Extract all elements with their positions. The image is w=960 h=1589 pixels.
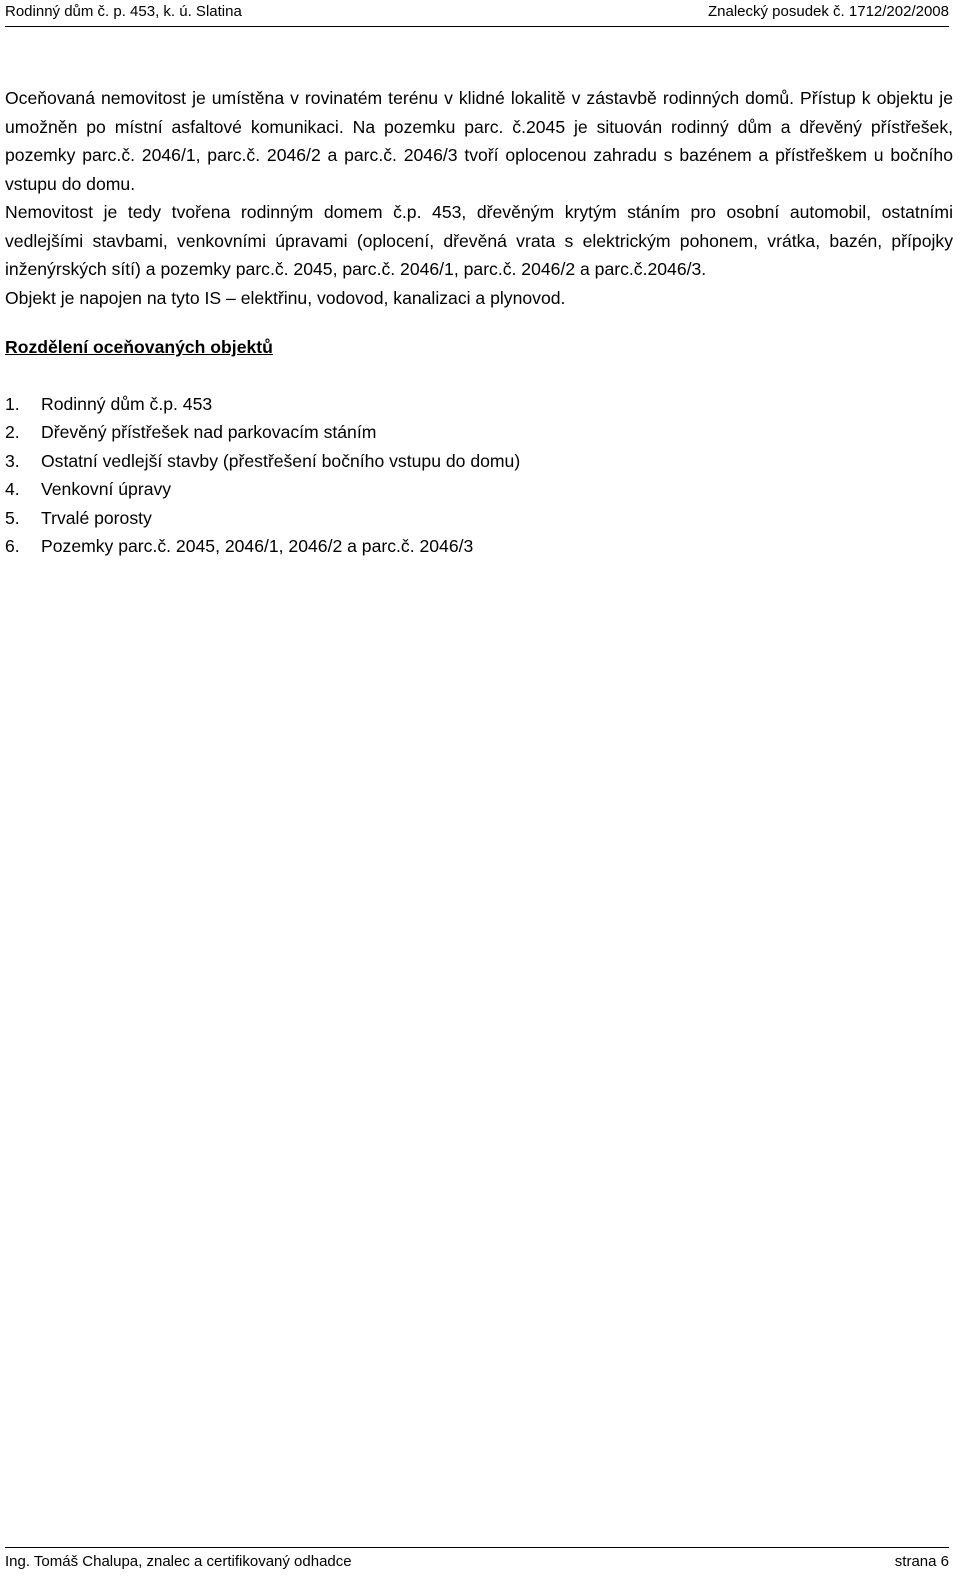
list-item-number: 5. (5, 507, 20, 528)
footer-page-number: strana 6 (894, 1553, 949, 1570)
property-composition-paragraph: Nemovitost je tedy tvořena rodinným domem č.p. 453, dřevěným krytým stáním pro osobní automobil, ostatními vedlejšími stavbami, venkovními úpravami (oplocení, dřevěná vrata s elektrickým pohonem, vrátka, bazén, přípojky inženýrských sítí) a pozemky parc.č. 2045, parc.č. 2046/1, parc.č. 2046/2 a parc.č.2046/3. (5, 202, 953, 279)
list-item (5, 418, 953, 447)
list-item-number: 2. (5, 422, 20, 442)
header-report-number: Znalecký posudek č. 1712/202/2008 (707, 3, 949, 20)
footer-author: Ing. Tomáš Chalupa, znalec a certifikovaný odhadce (5, 1553, 352, 1570)
list-item-number: 1. (5, 393, 20, 414)
list-item (5, 475, 953, 504)
list-item (5, 504, 953, 533)
list-item-text: Rodinný dům č.p. 453 (41, 393, 213, 414)
list-item-text: Trvalé porosty (41, 507, 152, 528)
utilities-paragraph: Objekt je napojen na tyto IS – elektřinu, vodovod, kanalizaci a plynovod. (5, 287, 566, 308)
property-description-paragraph: Oceňovaná nemovitost je umístěna v rovinatém terénu v klidné lokalitě v zástavbě rodinných domů. Přístup k objektu je umožněn po místní asfaltové komunikaci. Na pozemku parc. č.2045 je situován rodinný dům a dřevěný přístřešek, pozemky parc.č. 2046/1, parc.č. 2046/2 a parc.č. 2046/3 tvoří oplocenou zahradu s bazénem a přístřeškem u bočního vstupu do domu. (5, 88, 953, 194)
list-item-number: 6. (5, 536, 20, 556)
list-item-number: 3. (5, 450, 20, 471)
list-item-text: Ostatní vedlejší stavby (přestřešení bočního vstupu do domu) (41, 450, 521, 471)
document-body (5, 84, 953, 561)
list-item (5, 447, 953, 476)
list-item-text: Pozemky parc.č. 2045, 2046/1, 2046/2 a parc.č. 2046/3 (41, 536, 474, 556)
list-item-text: Venkovní úpravy (41, 479, 172, 499)
list-item-number: 4. (5, 479, 20, 499)
header-document-title: Rodinný dům č. p. 453, k. ú. Slatina (5, 3, 242, 20)
list-item-text: Dřevěný přístřešek nad parkovacím stáním (41, 422, 377, 442)
list-item (5, 532, 953, 561)
page-header (5, 0, 949, 27)
list-item (5, 390, 953, 419)
page-footer (5, 1547, 949, 1574)
objects-list (5, 390, 953, 561)
section-heading: Rozdělení oceňovaných objektů (5, 337, 273, 357)
